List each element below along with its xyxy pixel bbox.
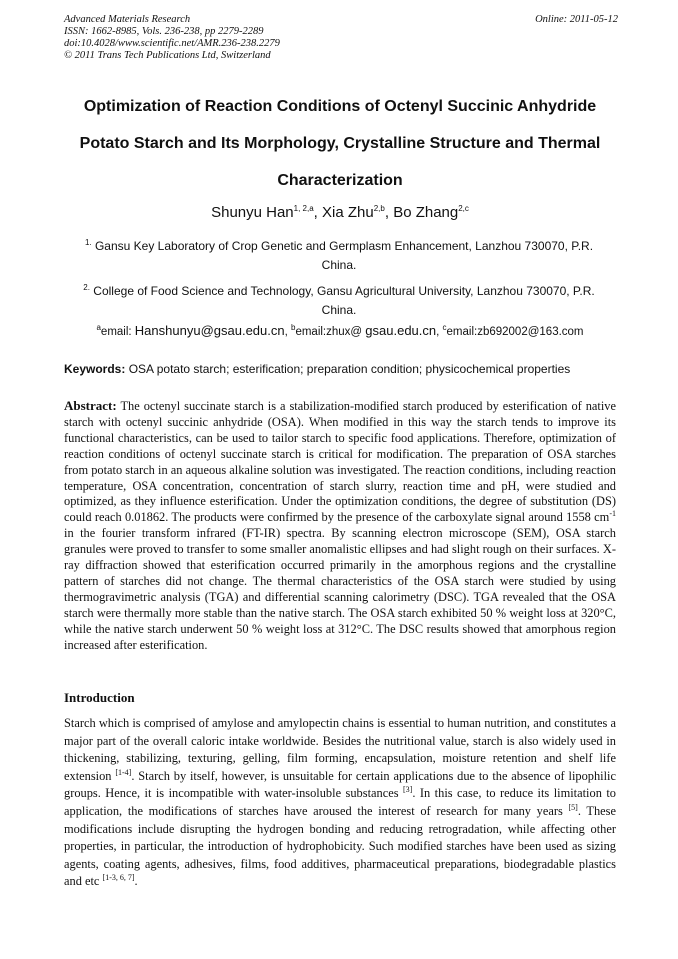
title-line-2: Potato Starch and Its Morphology, Crystalline Structure and Thermal <box>79 135 601 152</box>
intro-text: Starch which is comprised of amylose and amylopectin chains is essential to human nutrition, and constitutes a major part of the overall caloric intake worldwide. Besides the nutritional value, starch is also widely used in thickening, stabilizing, texturing, gelling, film forming, encapsulation, moisture retention and shelf life extension <box>64 716 616 783</box>
email-address-a[interactable]: Hanshunyu@gsau.edu.cn <box>134 323 285 338</box>
doi-line: doi:10.4028/www.scientific.net/AMR.236-238.2279 <box>64 38 280 49</box>
abstract-text-2: in the fourier transform infrared (FT-IR) spectra. By scanning electron microscope (SEM), OSA starch granules were proved to transfer to some smaller anomalistic ellipses and had slight rough on their surfaces. X-ray diffraction showed that esterification occurred primarily in the amorphous regions and the crystalline pattern of starches did not change. The thermal characteristics of the OSA starch were studied by using thermogravimetric analysis (TGA) and differential scanning calorimetry (DSC). TGA revealed that the OSA starch were thermally more stable than the native starch. The OSA starch exhibited 50 % weight loss at 320°C, while the native starch underwent 50 % weight loss at 312°C. The DSC results showed that amorphous region increased after esterification. <box>64 526 616 652</box>
online-date: Online: 2011-05-12 <box>535 14 618 25</box>
email-label-a: email: <box>100 326 135 338</box>
copyright-line: © 2011 Trans Tech Publications Ltd, Switzerland <box>64 50 271 61</box>
intro-text: . In this case, to reduce its limitation to application, the modifications of starches have aroused the interest of research for many years <box>64 786 616 818</box>
abstract <box>64 398 616 654</box>
author-name: Xia Zhu <box>322 204 374 221</box>
citation: [3] <box>403 785 413 795</box>
journal-name: Advanced Materials Research <box>64 14 191 25</box>
author-affil-mark: 2,c <box>458 204 469 213</box>
affiliation-mark: 2. <box>83 283 90 292</box>
intro-text: . These modifications include disrupting the hydrogen bonding and reducing retrogradation, while affecting other properties, in particular, the introduction of hydrophobicity. Such modified starches have been used as sizing agents, coating agents, adhesives, films, food additives, pharmaceutical preparations, biodegradable plastics and etc <box>64 803 616 889</box>
citation: [5] <box>568 802 578 812</box>
author-name: Shunyu Han <box>211 204 294 221</box>
email-mark-b: b <box>291 323 296 333</box>
intro-text: . Starch by itself, however, is unsuitable for certain applications due to the absence of lipophilic groups. Hence, it is incompatible with water-insoluble substances <box>64 768 616 801</box>
paper-title <box>40 88 640 199</box>
keywords-label: Keywords: <box>64 362 126 376</box>
abstract-text-1: The octenyl succinate starch is a stabilization-modified starch produced by esterification of native starch with octenyl succinic anhydride (OSA). When modified in this way the starch tends to improve its functional characteristics, can be used to tailor starch to specific food applications. Therefore, optimization of reaction conditions of octenyl succinate starch is critical for modification. The preparation of OSA starches from potato starch in an aqueous alkaline solution was investigated. The reaction conditions, including reaction temperature, OSA concentration, concentration of starch slurry, reaction time and pH, were studied and optimized, as they influence esterification. Under the optimization conditions, the degree of substitution (DS) could reach 0.01862. The products were confirmed by the presence of the carboxylate signal around 1558 cm <box>64 399 617 525</box>
email-line: $^a$email: Hanshunyu@gsau.edu.cn, $^b$email:zhux@ gsau.edu.cn, $^c$email:zb692002@163.com <box>96 323 584 338</box>
affiliation-2 <box>66 282 612 320</box>
email-mark-a: a <box>96 323 101 333</box>
affiliation-mark: 1. <box>84 238 92 247</box>
journal-header <box>64 14 618 62</box>
abstract-label: Abstract: <box>64 398 117 413</box>
unit-superscript: -1 <box>609 509 616 519</box>
author-affil-mark: 2,b <box>373 204 385 213</box>
author-name: Bo Zhang <box>393 204 459 221</box>
issn-line: ISSN: 1662-8985, Vols. 236-238, pp 2279-2289 <box>64 26 264 37</box>
keywords <box>64 361 624 377</box>
introduction-heading: Introduction <box>64 690 135 705</box>
email-mark-c: c <box>442 323 447 333</box>
author-list: Shunyu Han$^{1, 2,a}$, Xia Zhu$^{2,b}$, Bo Zhang$^{2,c}$ <box>211 204 469 221</box>
citation: [1-4] <box>115 767 132 777</box>
email-address-b[interactable]: gsau.edu.cn <box>365 323 437 338</box>
affiliation-text: Gansu Key Laboratory of Crop Genetic and Germplasm Enhancement, Lanzhou 730070, P.R. China. <box>94 239 594 272</box>
intro-text: . <box>134 874 138 889</box>
author-affil-mark: 1, 2,a <box>293 204 314 213</box>
affiliation-1 <box>66 237 612 275</box>
introduction-body <box>64 715 616 891</box>
email-address-c[interactable]: email:zb692002@163.com <box>446 326 584 338</box>
email-label-b[interactable]: email:zhux@ <box>295 326 366 338</box>
title-line-1: Optimization of Reaction Conditions of Octenyl Succinic Anhydride <box>83 98 597 115</box>
citation: [1-3, 6, 7] <box>102 873 135 883</box>
title-line-3: Characterization <box>277 172 403 189</box>
affiliation-text: College of Food Science and Technology, Gansu Agricultural University, Lanzhou 730070, P.R. China. <box>93 284 595 317</box>
keywords-text: OSA potato starch; esterification; preparation condition; physicochemical properties <box>128 362 571 376</box>
